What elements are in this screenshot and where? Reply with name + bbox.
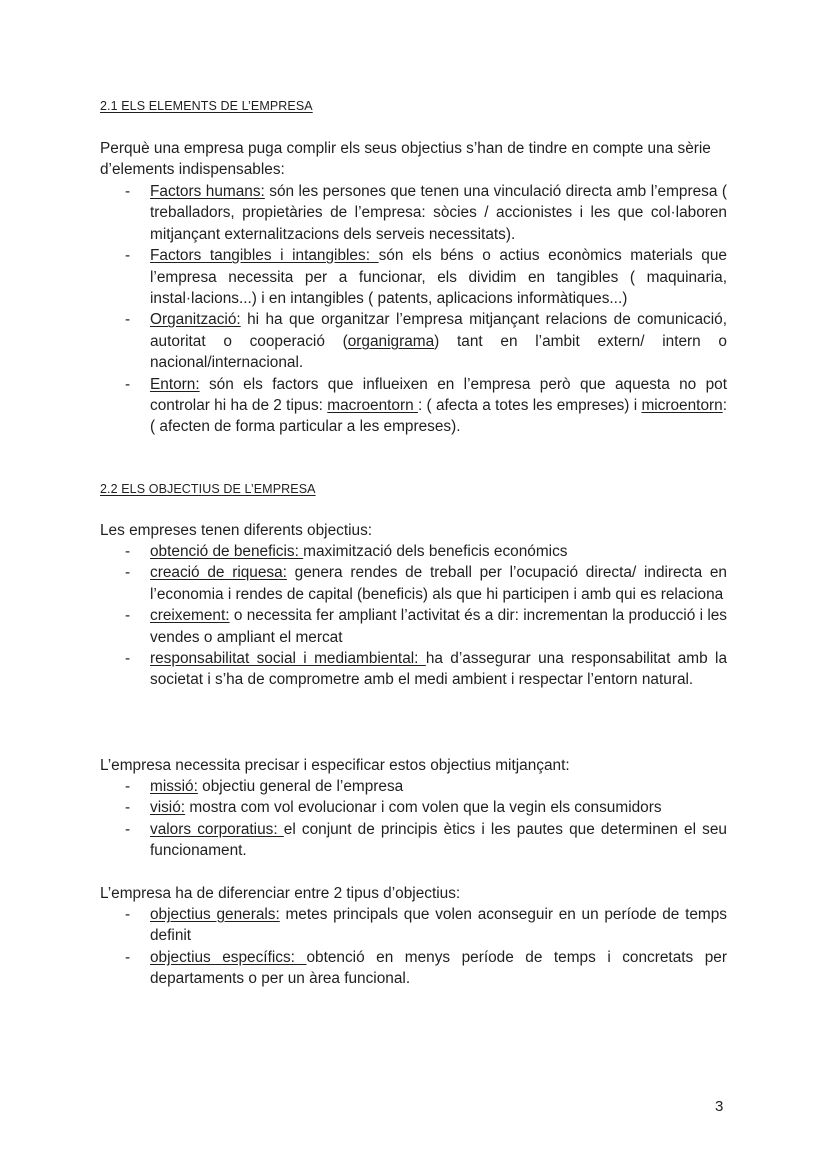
list-item: - missió: objectiu general de l’empresa <box>125 778 404 795</box>
term: valors corporatius: <box>150 820 284 838</box>
term: Organització: <box>150 311 241 329</box>
elements-intro: Perquè una empresa puga complir els seus objectius s’han de tindre en compte una sèrie d’elements indispensables: <box>100 140 711 179</box>
term: missió: <box>150 778 198 795</box>
objectius-intro: Les empreses tenen diferents objectius: <box>100 522 373 539</box>
term: responsabilitat social i mediambiental: <box>150 650 426 668</box>
term-macroentorn: macroentorn <box>327 397 418 415</box>
term: objectius generals: <box>150 906 280 923</box>
objectius-intro-2: L’empresa necessita precisar i especificar estos objectius mitjançant: <box>100 757 570 774</box>
term-microentorn: microentorn <box>641 397 723 415</box>
section-heading-elements: 2.1 ELS ELEMENTS DE L’EMPRESA <box>100 99 313 113</box>
term: Factors tangibles i intangibles: <box>150 247 379 265</box>
term: objectius específics: <box>150 948 307 966</box>
term: creixement: <box>150 607 230 625</box>
elements-list <box>100 181 727 438</box>
list-item: - visió: mostra com vol evolucionar i com volen que la vegin els consumidors <box>125 799 662 817</box>
mission-list <box>100 776 727 862</box>
page-number: 3 <box>715 1098 724 1115</box>
list-item: - Organització: hi ha que organitzar l’empresa mitjançant relacions de comunicació, autoritat o cooperació (organigrama) tant en l’ambit extern/ intern o nacional/internacional. <box>125 311 727 372</box>
list-item: - Entorn: són els factors que influeixen en l’empresa però que aquesta no pot controlar hi ha de 2 tipus: macroentorn : ( afecta a totes les empreses) i microentorn: ( afecten de forma particular a les empreses). <box>125 375 727 436</box>
objectius-intro-3: L’empresa ha de diferenciar entre 2 tipus d’objectius: <box>100 885 461 902</box>
list-item: - obtenció de beneficis: maximització dels beneficis económics <box>125 543 568 560</box>
list-item: - creació de riquesa: genera rendes de treball per l’ocupació directa/ indirecta en l’economia i rendes de capital (beneficis) als que hi participen i amb qui es relaciona <box>125 564 727 603</box>
term: Factors humans: <box>150 183 265 200</box>
term: obtenció de beneficis: <box>150 543 304 560</box>
types-list <box>100 904 727 990</box>
term: creació de riquesa: <box>150 564 287 582</box>
term: visió: <box>150 799 186 817</box>
term-organigrama: organigrama <box>347 332 435 350</box>
list-item: - Factors humans: són les persones que tenen una vinculació directa amb l’empresa ( treballadors, propietàries de l’empresa: sòcies / accionistes i les que col·laboren mitjançant externalitzacions dels serveis necessitats). <box>125 183 727 243</box>
list-item: - objectius generals: metes principals que volen aconseguir en un període de temps definit <box>125 906 727 945</box>
list-item: - objectius específics: obtenció en menys període de temps i concretats per departaments o per un àrea funcional. <box>125 948 727 988</box>
list-item: - responsabilitat social i mediambiental: ha d’assegurar una responsabilitat amb la societat i s’ha de comprometre amb el medi ambient i respectar l’entorn natural. <box>125 650 728 689</box>
objectius-list <box>100 541 727 691</box>
term: Entorn: <box>150 375 200 393</box>
list-item: - Factors tangibles i intangibles: són els béns o actius econòmics materials que l’empresa necessita per a funcionar, els dividim en tangibles ( maquinaria, instal·lacions...) i en intangibles ( patents, aplicacions informàtiques...) <box>125 247 727 308</box>
section-heading-objectius: 2.2 ELS OBJECTIUS DE L’EMPRESA <box>100 482 316 496</box>
list-item: - valors corporatius: el conjunt de principis ètics i les pautes que determinen el seu funcionament. <box>125 820 727 860</box>
list-item: - creixement: o necessita fer ampliant l’activitat és a dir: incrementan la producció i les vendes o ampliant el mercat <box>125 607 727 646</box>
